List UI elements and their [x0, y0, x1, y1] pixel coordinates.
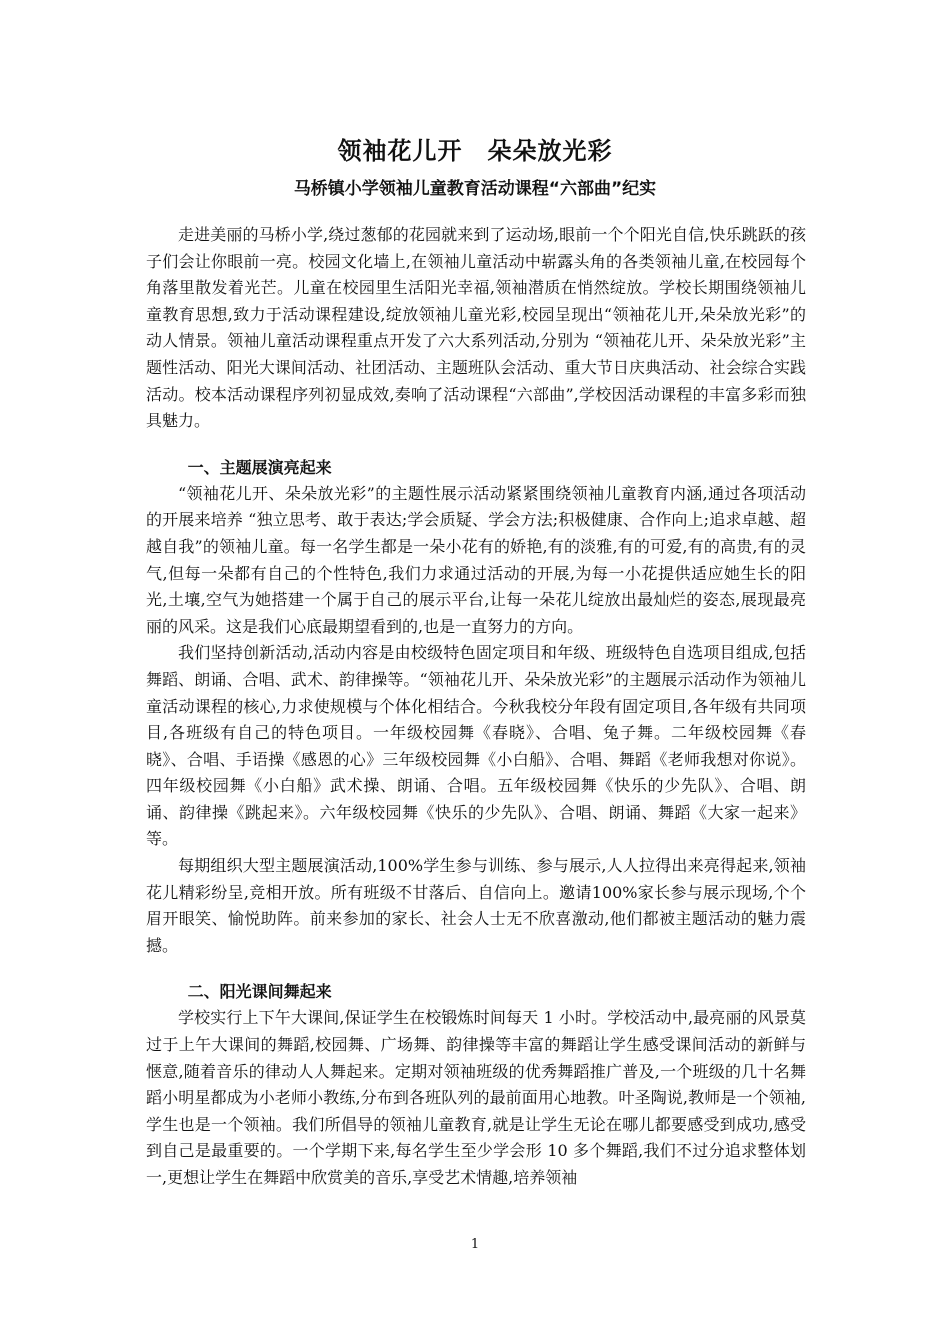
section-heading: 二、阳光课间舞起来 [187, 982, 332, 1002]
section-gap [146, 435, 806, 455]
section-gap [146, 959, 806, 979]
body-paragraph: 学校实行上下午大课间,保证学生在校锻炼时间每天 1 小时。学校活动中,最亮丽的风景莫过于上午大课间的舞蹈,校园舞、广场舞、韵律操等丰富的舞蹈让学生感受课间活动的新鲜与惬意,随着音乐的律动人人舞起来。定期对领袖班级的优秀舞蹈推广普及,一个班级的几十名舞蹈小明星都成为小老师小教练,分布到各班队列的最前面用心地教。叶圣陶说,教师是一个领袖,学生也是一个领袖。我们所倡导的领袖儿童教育,就是让学生无论在哪儿都要感受到成功,感受到自己是最重要的。一个学期下来,每名学生至少学会形 10 多个舞蹈,我们不过分追求整体划一,更想让学生在舞蹈中欣赏美的音乐,享受艺术情趣,培养领袖 [146, 1008, 806, 1187]
page-number: 1 [470, 1237, 480, 1252]
body-paragraph: “领袖花儿开、朵朵放光彩”的主题性展示活动紧紧围绕领袖儿童教育内涵,通过各项活动的开展来培养 “独立思考、敢于表达;学会质疑、学会方法;积极健康、合作向上;追求卓越、超越自我”的领袖儿童。每一名学生都是一朵小花有的娇艳,有的淡雅,有的可爱,有的高贵,有的灵气,但每一朵都有自己的个性特色,我们力求通过活动的开展,为每一小花提供适应她生长的阳光,土壤,空气为她搭建一个属于自己的展示平台,让每一朵花儿绽放出最灿烂的姿态,展现最亮丽的风采。这是我们心底最期望看到的,也是一直努力的方向。 [146, 483, 806, 636]
section-heading: 一、主题展演亮起来 [187, 457, 332, 477]
section-2 [146, 979, 806, 1191]
intro-paragraph: 走进美丽的马桥小学,绕过葱郁的花园就来到了运动场,眼前一个个阳光自信,快乐跳跃的孩子们会让你眼前一亮。校园文化墙上,在领袖儿童活动中崭露头角的各类领袖儿童,在校园每个角落里散发着光芒。儿童在校园里生活阳光幸福,领袖潜质在悄然绽放。学校长期围绕领袖儿童教育思想,致力于活动课程建设,绽放领袖儿童光彩,校园呈现出“领袖花儿开,朵朵放光彩”的动人情景。领袖儿童活动课程重点开发了六大系列活动,分别为 “领袖花儿开、朵朵放光彩”主题性活动、阳光大课间活动、社团活动、主题班队会活动、重大节日庆典活动、社会综合实践活动。校本活动课程序列初显成效,奏响了活动课程“六部曲”,学校因活动课程的丰富多彩而独具魅力。 [146, 225, 806, 431]
body-paragraph: 我们坚持创新活动,活动内容是由校级特色固定项目和年级、班级特色自选项目组成,包括舞蹈、朗诵、合唱、武术、韵律操等。“领袖花儿开、朵朵放光彩”的主题展示活动作为领袖儿童活动课程的核心,力求使规模与个体化相结合。今秋我校分年段有固定项目,各年级有共同项目,各班级有自己的特色项目。一年级校园舞《春晓》、合唱、兔子舞。二年级校园舞《春晓》、合唱、手语操《感恩的心》三年级校园舞《小白船》、合唱、舞蹈《老师我想对你说》。四年级校园舞《小白船》武术操、朗诵、合唱。五年级校园舞《快乐的少先队》、合唱、朗诵、韵律操《跳起来》。六年级校园舞《快乐的少先队》、合唱、朗诵、舞蹈《大家一起来》等。 [146, 643, 806, 849]
document-subtitle: 马桥镇小学领袖儿童教育活动课程“六部曲”纪实 [293, 179, 657, 199]
document-body [146, 222, 806, 1192]
body-paragraph: 每期组织大型主题展演活动,100%学生参与训练、参与展示,人人拉得出来亮得起来,领袖花儿精彩纷呈,竞相开放。所有班级不甘落后、自信向上。邀请100%家长参与展示现场,个个眉开眼笑、愉悦助阵。前来参加的家长、社会人士无不欣喜激动,他们都被主题活动的魅力震撼。 [146, 856, 806, 955]
section-1 [146, 455, 806, 960]
document-title: 领袖花儿开 朵朵放光彩 [337, 137, 613, 165]
